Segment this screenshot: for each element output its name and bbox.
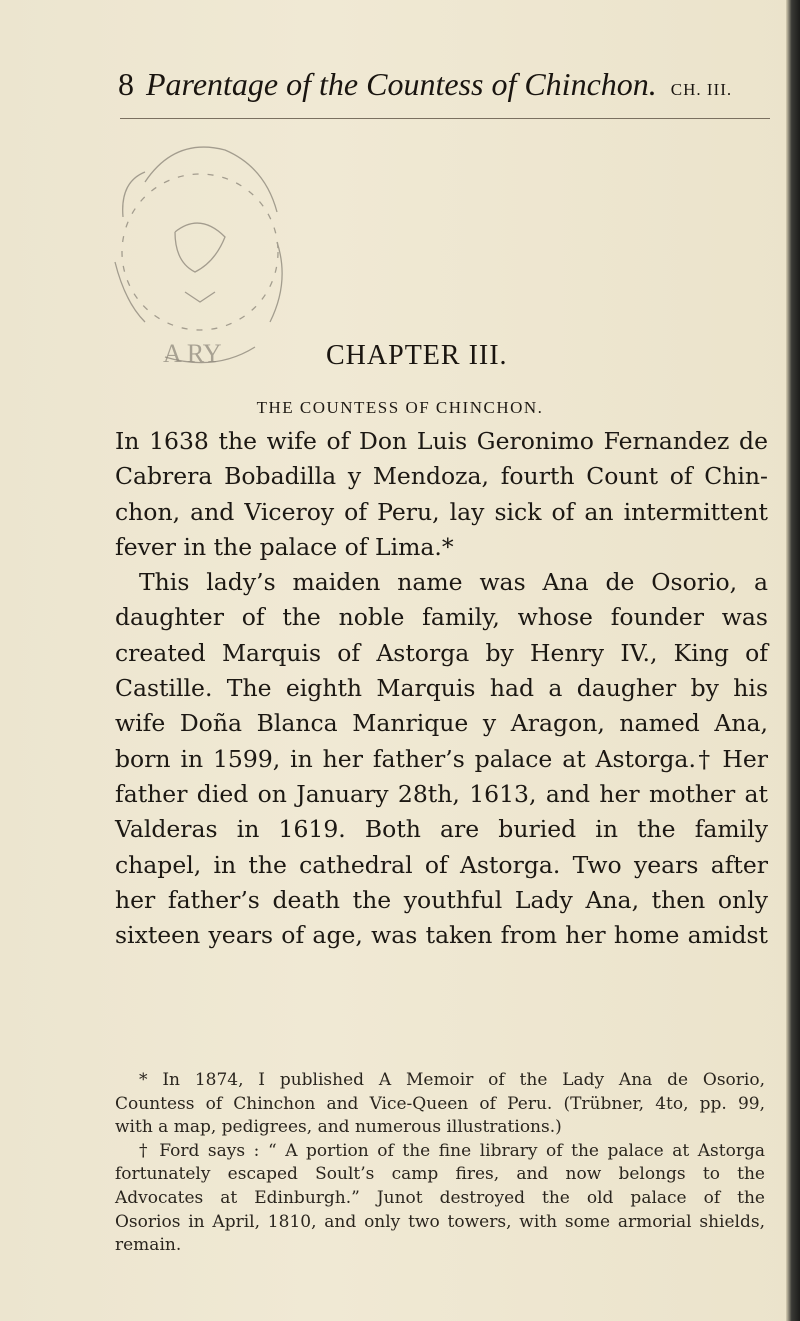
- body-line: Valderas in 1619. Both are buried in the family: [115, 815, 768, 844]
- body-line: father died on January 28th, 1613, and her mother at: [115, 779, 768, 808]
- body-line: In 1638 the wife of Don Luis Geronimo Fernandez de: [115, 427, 768, 455]
- footnote-line: fortunately escaped Soult’s camp fires, and now belongs to the: [115, 1164, 765, 1185]
- footnote-line: with a map, pedigrees, and numerous illustrations.): [115, 1117, 562, 1138]
- chapter-reference: CH. III.: [670, 80, 733, 99]
- footnote-line: † Ford says : “ A portion of the fine library of the palace at Astorga: [139, 1140, 765, 1161]
- body-line: This lady’s maiden name was Ana de Osorio, a: [139, 568, 768, 597]
- stamp-text: A RY: [163, 339, 222, 368]
- body-line: sixteen years of age, was taken from her home amidst: [115, 921, 768, 950]
- body-line: chon, and Viceroy of Peru, lay sick of an intermittent: [115, 497, 768, 526]
- running-title: Parentage of the Countess of Chinchon.: [146, 66, 657, 102]
- footnote-line: * In 1874, I published A Memoir of the Lady Ana de Osorio,: [139, 1070, 765, 1090]
- body-line: chapel, in the cathedral of Astorga. Two years after: [115, 850, 768, 879]
- footnote-line: Osorios in April, 1810, and only two towers, with some armorial shields,: [115, 1211, 765, 1232]
- footnotes: [115, 1069, 765, 1258]
- body-line: Castille. The eighth Marquis had a daugher by his: [115, 674, 768, 703]
- body-line: daughter of the noble family, whose founder was: [115, 603, 768, 632]
- chapter-subtitle: THE COUNTESS OF CHINCHON.: [256, 398, 544, 417]
- footnote-line: Advocates at Edinburgh.” Junot destroyed the old palace of the: [115, 1187, 765, 1208]
- body-line: fever in the palace of Lima.*: [115, 532, 454, 561]
- body-line: Cabrera Bobadilla y Mendoza, fourth Count of Chin-: [115, 462, 768, 491]
- body-line: wife Doña Blanca Manrique y Aragon, named Ana,: [115, 709, 768, 738]
- header-rule: [120, 118, 770, 119]
- body-text: [115, 424, 768, 953]
- body-line: born in 1599, in her father’s palace at Astorga.† Her: [115, 744, 768, 773]
- body-line: her father’s death the youthful Lady Ana, then only: [115, 885, 768, 914]
- page-number: 8: [118, 66, 134, 102]
- running-head: [118, 66, 768, 103]
- footnote-line: Countess of Chinchon and Vice-Queen of Peru. (Trübner, 4to, pp. 99,: [115, 1093, 765, 1114]
- chapter-heading: CHAPTER III.: [326, 340, 508, 371]
- library-stamp: [105, 122, 295, 382]
- body-line: created Marquis of Astorga by Henry IV., King of: [115, 638, 768, 667]
- page-edge: [786, 0, 800, 1321]
- footnote-line: remain.: [115, 1235, 182, 1256]
